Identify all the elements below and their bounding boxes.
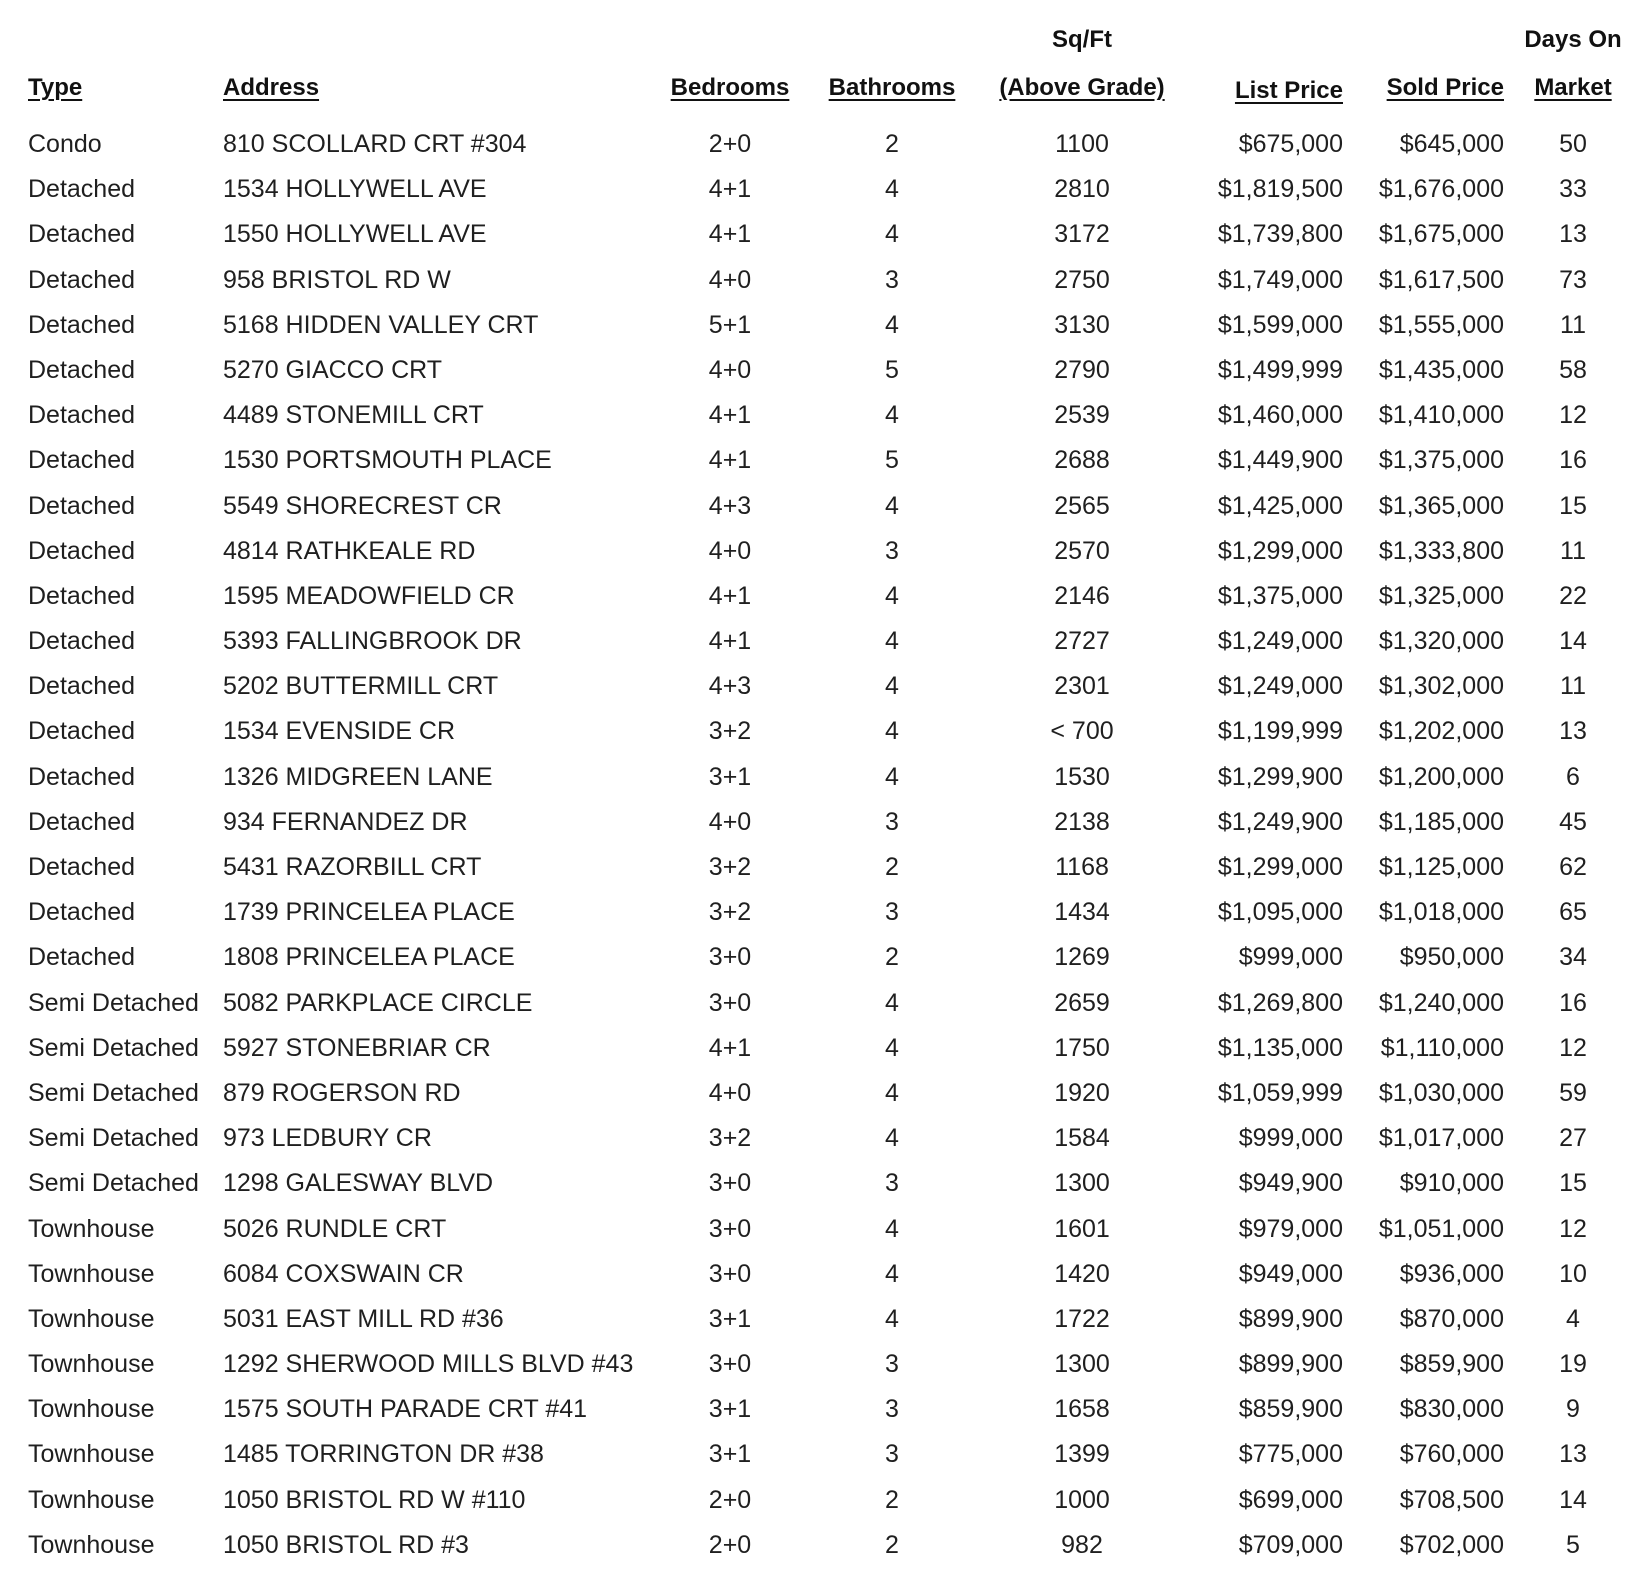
cell-type: Detached [28,401,136,430]
cell-address: 810 SCOLLARD CRT #304 [223,130,527,158]
table-row [0,212,1650,257]
cell-sold-price: $1,200,000 [1378,762,1504,791]
cell-sold-price: $645,000 [1399,130,1504,158]
cell-bedrooms: 3+1 [708,762,752,791]
cell-address: 1550 HOLLYWELL AVE [223,220,487,249]
cell-sqft: 1920 [1054,1078,1110,1107]
table-row [0,755,1650,800]
cell-list-price: $775,000 [1238,1440,1343,1469]
cell-type: Detached [28,672,136,701]
cell-bedrooms: 4+0 [708,265,752,294]
cell-list-price: $1,249,000 [1217,672,1343,701]
cell-sold-price: $1,051,000 [1378,1214,1504,1243]
cell-address: 5927 STONEBRIAR CR [223,1033,491,1062]
cell-sqft: 1168 [1055,853,1109,881]
cell-bathrooms: 3 [885,1395,899,1424]
cell-days-on-market: 65 [1559,898,1587,927]
cell-bathrooms: 2 [885,1485,899,1514]
cell-bathrooms: 4 [885,175,899,204]
cell-bathrooms: 3 [885,898,899,927]
cell-bathrooms: 4 [885,988,899,1017]
table-row [0,981,1650,1026]
cell-days-on-market: 33 [1559,175,1587,204]
cell-list-price: $979,000 [1238,1214,1343,1243]
cell-list-price: $1,460,000 [1217,401,1343,430]
cell-sqft: 1434 [1054,898,1110,927]
cell-bathrooms: 4 [885,1124,899,1153]
cell-type: Detached [28,581,136,610]
cell-sqft: 1300 [1054,1169,1110,1198]
cell-sold-price: $1,320,000 [1378,627,1504,656]
cell-address: 1534 HOLLYWELL AVE [223,175,487,204]
cell-bedrooms: 4+0 [708,355,752,384]
cell-sold-price: $1,555,000 [1378,310,1504,339]
cell-sold-price: $1,676,000 [1378,175,1504,204]
cell-address: 5026 RUNDLE CRT [223,1214,447,1243]
table-row [0,1387,1650,1432]
table-row [0,1161,1650,1206]
table-row [0,1297,1650,1342]
cell-address: 879 ROGERSON RD [223,1078,461,1107]
cell-bedrooms: 4+1 [708,627,752,656]
table-row [0,1207,1650,1252]
cell-bedrooms: 4+1 [708,581,752,610]
cell-days-on-market: 9 [1566,1395,1580,1424]
table-row [0,167,1650,212]
cell-bedrooms: 3+0 [708,1259,752,1288]
cell-list-price: $1,749,000 [1217,265,1343,294]
table-row [0,935,1650,980]
table-row [0,619,1650,664]
table-row [0,258,1650,303]
cell-bathrooms: 3 [885,1169,899,1198]
cell-bedrooms: 4+3 [708,672,752,701]
cell-type: Detached [28,310,136,339]
cell-bedrooms: 3+1 [708,1395,752,1424]
cell-sold-price: $1,017,000 [1378,1124,1504,1153]
cell-list-price: $1,299,000 [1217,853,1343,881]
cell-days-on-market: 6 [1566,762,1580,791]
cell-bedrooms: 2+0 [708,130,752,158]
cell-type: Detached [28,491,136,520]
cell-list-price: $1,819,500 [1217,175,1343,204]
cell-list-price: $1,095,000 [1217,898,1343,927]
table-row [0,664,1650,709]
table-row [0,122,1650,167]
cell-days-on-market: 45 [1559,807,1587,836]
table-row [0,800,1650,845]
header-sqft-line2: (Above Grade) [999,74,1165,101]
cell-bathrooms: 4 [885,220,899,249]
cell-sqft: 3172 [1054,220,1110,249]
cell-type: Townhouse [28,1395,155,1424]
cell-address: 6084 COXSWAIN CR [223,1259,464,1288]
cell-sqft: 2727 [1054,627,1110,656]
cell-days-on-market: 62 [1559,853,1587,881]
cell-days-on-market: 59 [1559,1078,1587,1107]
cell-sqft: 982 [1061,1530,1103,1559]
header-dom-line1: Days On [1524,26,1622,53]
cell-type: Townhouse [28,1350,155,1379]
cell-bathrooms: 2 [885,943,899,972]
cell-type: Townhouse [28,1485,155,1514]
cell-list-price: $1,249,000 [1217,627,1343,656]
cell-sold-price: $1,325,000 [1378,581,1504,610]
cell-type: Townhouse [28,1304,155,1333]
cell-list-price: $949,000 [1238,1259,1343,1288]
cell-type: Detached [28,627,136,656]
cell-days-on-market: 14 [1559,627,1587,656]
cell-sqft: 1601 [1054,1214,1110,1243]
cell-bedrooms: 4+1 [708,401,752,430]
cell-bedrooms: 4+0 [708,1078,752,1107]
cell-address: 5168 HIDDEN VALLEY CRT [223,310,539,339]
cell-sold-price: $760,000 [1399,1440,1504,1469]
cell-type: Semi Detached [28,1124,199,1153]
table-row [0,348,1650,393]
cell-days-on-market: 13 [1559,717,1587,746]
cell-days-on-market: 22 [1559,581,1587,610]
cell-sold-price: $1,675,000 [1378,220,1504,249]
cell-sqft: 1530 [1054,762,1110,791]
cell-bathrooms: 3 [885,807,899,836]
cell-sold-price: $1,333,800 [1378,536,1504,565]
header-address: Address [223,74,320,101]
cell-sold-price: $870,000 [1399,1304,1504,1333]
table-row [0,484,1650,529]
cell-bedrooms: 3+2 [708,898,752,927]
cell-sold-price: $1,375,000 [1378,446,1504,475]
cell-sold-price: $830,000 [1399,1395,1504,1424]
cell-type: Townhouse [28,1214,155,1243]
cell-list-price: $899,900 [1238,1350,1343,1379]
cell-bathrooms: 3 [885,1350,899,1379]
table-row [0,574,1650,619]
cell-type: Semi Detached [28,988,199,1017]
cell-address: 1050 BRISTOL RD #3 [223,1530,469,1559]
cell-sqft: 1658 [1054,1395,1110,1424]
header-bathrooms: Bathrooms [828,74,956,101]
cell-bathrooms: 3 [885,265,899,294]
cell-list-price: $1,599,000 [1217,310,1343,339]
cell-list-price: $859,900 [1238,1395,1343,1424]
cell-bedrooms: 3+0 [708,1169,752,1198]
cell-list-price: $1,299,000 [1217,536,1343,565]
cell-sqft: 2659 [1054,988,1110,1017]
cell-type: Detached [28,898,136,927]
cell-address: 958 BRISTOL RD W [223,265,451,294]
cell-bathrooms: 4 [885,627,899,656]
cell-bedrooms: 2+0 [708,1485,752,1514]
cell-list-price: $899,900 [1238,1304,1343,1333]
cell-bathrooms: 4 [885,717,899,746]
table-body [0,122,1650,1568]
cell-sqft: 1000 [1054,1485,1110,1514]
cell-bathrooms: 4 [885,581,899,610]
cell-bedrooms: 4+0 [708,807,752,836]
cell-days-on-market: 16 [1559,446,1587,475]
cell-days-on-market: 5 [1566,1530,1580,1559]
table-row [0,1071,1650,1116]
cell-type: Townhouse [28,1440,155,1469]
table-row [0,1342,1650,1387]
cell-type: Detached [28,943,136,972]
cell-address: 4814 RATHKEALE RD [223,536,476,565]
cell-days-on-market: 12 [1559,1214,1587,1243]
cell-days-on-market: 73 [1559,265,1587,294]
cell-type: Detached [28,536,136,565]
cell-sold-price: $1,365,000 [1378,491,1504,520]
cell-bedrooms: 3+0 [708,1214,752,1243]
cell-type: Townhouse [28,1259,155,1288]
cell-address: 4489 STONEMILL CRT [223,401,484,430]
cell-days-on-market: 4 [1566,1304,1580,1333]
cell-bedrooms: 4+1 [708,175,752,204]
cell-bathrooms: 4 [885,491,899,520]
cell-sold-price: $1,202,000 [1378,717,1504,746]
cell-bathrooms: 4 [885,1259,899,1288]
table-row [0,1026,1650,1071]
cell-sold-price: $1,302,000 [1378,672,1504,701]
cell-type: Detached [28,762,136,791]
cell-list-price: $1,299,900 [1217,762,1343,791]
cell-days-on-market: 19 [1559,1350,1587,1379]
cell-sold-price: $1,617,500 [1378,265,1504,294]
cell-sold-price: $910,000 [1399,1169,1504,1198]
table-row [0,1116,1650,1161]
cell-sold-price: $1,125,000 [1378,853,1504,881]
cell-type: Detached [28,220,136,249]
cell-sqft: 2301 [1054,672,1110,701]
cell-sold-price: $1,435,000 [1378,355,1504,384]
cell-address: 5431 RAZORBILL CRT [223,853,482,881]
cell-type: Detached [28,807,136,836]
cell-days-on-market: 11 [1560,310,1586,339]
header-type: Type [28,74,83,101]
cell-address: 1326 MIDGREEN LANE [223,762,493,791]
cell-sold-price: $1,410,000 [1378,401,1504,430]
cell-sold-price: $950,000 [1399,943,1504,972]
cell-sold-price: $936,000 [1399,1259,1504,1288]
cell-sold-price: $859,900 [1399,1350,1504,1379]
cell-sold-price: $1,185,000 [1378,807,1504,836]
cell-days-on-market: 13 [1559,1440,1587,1469]
cell-bathrooms: 4 [885,762,899,791]
cell-list-price: $1,375,000 [1217,581,1343,610]
cell-bathrooms: 4 [885,1078,899,1107]
cell-type: Condo [28,130,102,158]
cell-address: 5082 PARKPLACE CIRCLE [223,988,533,1017]
cell-address: 973 LEDBURY CR [223,1124,432,1153]
header-sqft-line1: Sq/Ft [1052,26,1112,53]
cell-sqft: 1300 [1054,1350,1110,1379]
cell-list-price: $1,135,000 [1217,1033,1343,1062]
cell-bedrooms: 3+2 [708,1124,752,1153]
cell-address: 5202 BUTTERMILL CRT [223,672,499,701]
cell-bedrooms: 3+2 [708,853,752,881]
cell-bedrooms: 4+0 [708,536,752,565]
cell-bedrooms: 3+1 [708,1440,752,1469]
cell-type: Detached [28,853,136,881]
cell-bathrooms: 4 [885,1033,899,1062]
cell-list-price: $949,900 [1238,1169,1343,1198]
cell-type: Semi Detached [28,1033,199,1062]
cell-bathrooms: 4 [885,1214,899,1243]
cell-bedrooms: 4+1 [708,1033,752,1062]
table-row [0,1252,1650,1297]
cell-days-on-market: 15 [1559,1169,1587,1198]
cell-list-price: $999,000 [1238,1124,1343,1153]
cell-address: 1534 EVENSIDE CR [223,717,456,746]
cell-days-on-market: 50 [1559,130,1587,158]
cell-list-price: $675,000 [1238,130,1343,158]
cell-type: Semi Detached [28,1169,199,1198]
cell-list-price: $1,249,900 [1217,807,1343,836]
cell-address: 5549 SHORECREST CR [223,491,502,520]
cell-days-on-market: 12 [1559,1033,1587,1062]
cell-bedrooms: 3+0 [708,1350,752,1379]
cell-address: 1808 PRINCELEA PLACE [223,943,515,972]
cell-bedrooms: 5+1 [708,310,752,339]
cell-sqft: 3130 [1054,310,1110,339]
cell-type: Townhouse [28,1530,155,1559]
table-row [0,1478,1650,1523]
cell-list-price: $999,000 [1238,943,1343,972]
cell-sqft: 2570 [1054,536,1110,565]
cell-sqft: 1722 [1054,1304,1110,1333]
cell-type: Semi Detached [28,1078,199,1107]
cell-days-on-market: 15 [1559,491,1587,520]
cell-address: 1050 BRISTOL RD W #110 [223,1485,526,1514]
cell-sqft: 1420 [1054,1259,1110,1288]
cell-sqft: 2565 [1054,491,1110,520]
cell-list-price: $709,000 [1238,1530,1343,1559]
cell-days-on-market: 34 [1559,943,1587,972]
table-row [0,438,1650,483]
cell-bedrooms: 4+3 [708,491,752,520]
cell-bathrooms: 4 [885,1304,899,1333]
cell-address: 1575 SOUTH PARADE CRT #41 [223,1395,588,1424]
table-row [0,709,1650,754]
cell-sqft: 2138 [1054,807,1110,836]
cell-days-on-market: 27 [1559,1124,1587,1153]
header-bedrooms: Bedrooms [670,74,790,101]
cell-address: 5393 FALLINGBROOK DR [223,627,522,656]
table-row [0,890,1650,935]
cell-bathrooms: 3 [885,536,899,565]
cell-type: Detached [28,446,136,475]
cell-address: 1530 PORTSMOUTH PLACE [223,446,552,475]
cell-sqft: 2810 [1054,175,1110,204]
cell-sqft: 2750 [1054,265,1110,294]
cell-bathrooms: 5 [885,355,899,384]
cell-address: 1739 PRINCELEA PLACE [223,898,515,927]
cell-type: Detached [28,265,136,294]
cell-address: 5270 GIACCO CRT [223,355,443,384]
cell-sold-price: $708,500 [1399,1485,1504,1514]
cell-bedrooms: 3+0 [708,943,752,972]
cell-bedrooms: 3+1 [708,1304,752,1333]
cell-address: 934 FERNANDEZ DR [223,807,468,836]
cell-bathrooms: 4 [885,672,899,701]
cell-sqft: 2688 [1054,446,1110,475]
cell-address: 1292 SHERWOOD MILLS BLVD #43 [223,1350,634,1379]
cell-days-on-market: 58 [1559,355,1587,384]
cell-address: 5031 EAST MILL RD #36 [223,1304,504,1333]
cell-bathrooms: 4 [885,310,899,339]
cell-list-price: $1,199,999 [1217,717,1343,746]
header-list-price: List Price [1234,77,1343,104]
cell-sold-price: $702,000 [1399,1530,1504,1559]
cell-bathrooms: 5 [885,446,899,475]
cell-bedrooms: 3+0 [708,988,752,1017]
cell-bathrooms: 3 [885,1440,899,1469]
cell-days-on-market: 13 [1559,220,1587,249]
cell-address: 1595 MEADOWFIELD CR [223,581,515,610]
cell-type: Detached [28,175,136,204]
table-row [0,393,1650,438]
cell-sqft: 2790 [1054,355,1110,384]
cell-bedrooms: 4+1 [708,446,752,475]
cell-days-on-market: 14 [1559,1485,1587,1514]
cell-address: 1485 TORRINGTON DR #38 [223,1440,544,1469]
cell-list-price: $1,499,999 [1217,355,1343,384]
cell-list-price: $699,000 [1238,1485,1343,1514]
cell-sqft: 1100 [1055,130,1109,158]
cell-list-price: $1,739,800 [1217,220,1343,249]
cell-list-price: $1,059,999 [1217,1078,1343,1107]
cell-sqft: 1750 [1054,1033,1110,1062]
cell-bathrooms: 2 [885,1530,899,1559]
cell-sold-price: $1,030,000 [1378,1078,1504,1107]
cell-sqft: 2146 [1054,581,1110,610]
cell-type: Detached [28,355,136,384]
table-row [0,1432,1650,1477]
cell-sqft: 1399 [1054,1440,1110,1469]
cell-bathrooms: 4 [885,401,899,430]
cell-days-on-market: 16 [1559,988,1587,1017]
cell-bedrooms: 3+2 [708,717,752,746]
header-sold-price: Sold Price [1386,74,1504,101]
cell-list-price: $1,449,900 [1217,446,1343,475]
cell-days-on-market: 11 [1560,536,1586,565]
cell-sqft: 1584 [1054,1124,1110,1153]
cell-list-price: $1,269,800 [1217,988,1343,1017]
cell-bedrooms: 2+0 [708,1530,752,1559]
cell-bathrooms: 2 [885,853,899,881]
table-row [0,303,1650,348]
cell-address: 1298 GALESWAY BLVD [223,1169,494,1198]
table-row [0,845,1650,890]
cell-sold-price: $1,110,000 [1380,1033,1504,1062]
cell-sqft: < 700 [1050,717,1114,746]
cell-days-on-market: 12 [1559,401,1587,430]
header-dom-line2: Market [1534,74,1612,101]
cell-bedrooms: 4+1 [708,220,752,249]
cell-sqft: 1269 [1054,943,1110,972]
cell-sqft: 2539 [1054,401,1110,430]
table-row [0,529,1650,574]
cell-type: Detached [28,717,136,746]
cell-list-price: $1,425,000 [1217,491,1343,520]
cell-sold-price: $1,240,000 [1378,988,1504,1017]
table-row [0,1523,1650,1568]
cell-bathrooms: 2 [885,130,899,158]
cell-days-on-market: 11 [1560,672,1586,701]
cell-days-on-market: 10 [1559,1259,1587,1288]
cell-sold-price: $1,018,000 [1378,898,1504,927]
